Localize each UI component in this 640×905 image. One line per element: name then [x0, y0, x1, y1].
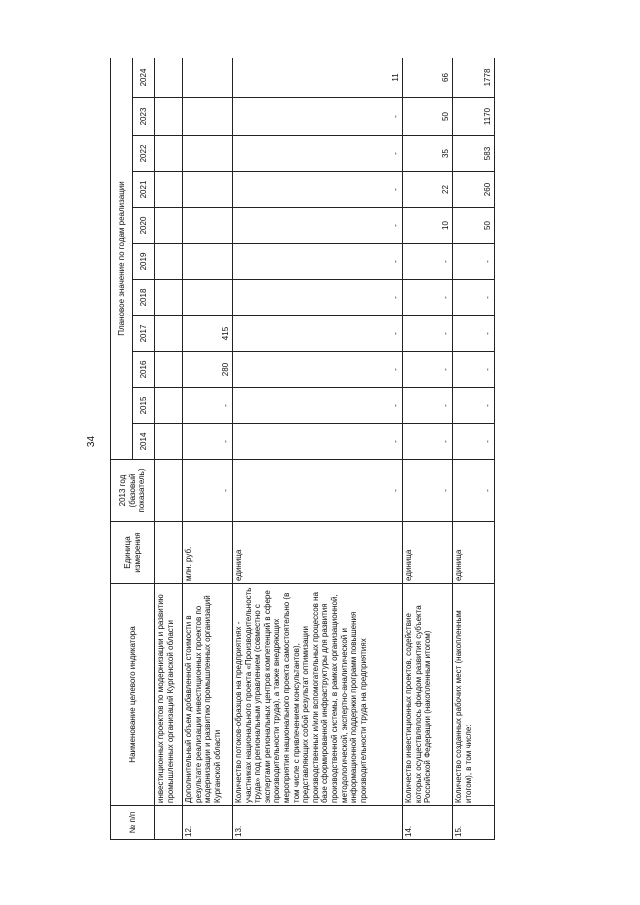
header-year: 2024: [133, 58, 155, 98]
table-row: [155, 58, 183, 840]
base-value: -: [453, 460, 495, 522]
indicator-name: инвестиционных проектов по модернизации и развитию промышленных организаций Курганской области: [155, 584, 183, 806]
header-year: 2018: [133, 280, 155, 316]
year-value: [155, 388, 183, 424]
year-value: -: [233, 424, 403, 460]
year-value: -: [453, 424, 495, 460]
header-year: 2014: [133, 424, 155, 460]
indicator-name: Количество потоков-образцов на предприятиях - участниках национального проекта «Производительность труда» под региональным управлением (совместно с экспертами региональных центров компетенций в сфере производительности труда), а также внедряющих мероприятия национального проекта самостоятельно (в том числе с привлечением консультантов), представляющих собой результат оптимизации производственных и/или вспомогательных процессов на базе сформированной инфраструктуры для развития производственной системы, в рамках организационной, методологической, экспертно-аналитической и информационной поддержки программ повышения производительности труда на предприятиях: [233, 584, 403, 806]
year-value: -: [233, 172, 403, 208]
row-number: 15.: [453, 806, 495, 840]
page-number: 34: [86, 435, 98, 448]
row-number: 14.: [403, 806, 453, 840]
indicator-name: Количество инвестиционных проектов, содействие которых осуществлялось фондом развития субъекта Российской Федерации (накопленным итогом): [403, 584, 453, 806]
year-value: -: [403, 352, 453, 388]
year-value: [155, 280, 183, 316]
year-value: [155, 352, 183, 388]
year-value: -: [233, 208, 403, 244]
year-value: [183, 136, 233, 172]
year-value: -: [403, 280, 453, 316]
header-base: 2013 год (базовый показатель): [111, 460, 155, 522]
year-value: 50: [453, 208, 495, 244]
header-year: 2023: [133, 98, 155, 136]
year-value: 11: [233, 58, 403, 98]
year-value: 583: [453, 136, 495, 172]
year-value: -: [233, 388, 403, 424]
table-row: [403, 58, 453, 840]
year-value: 1170: [453, 98, 495, 136]
year-value: 22: [403, 172, 453, 208]
year-value: -: [453, 316, 495, 352]
year-value: -: [233, 244, 403, 280]
year-value: -: [453, 388, 495, 424]
year-value: [183, 208, 233, 244]
table-row: [453, 58, 495, 840]
year-value: [183, 172, 233, 208]
year-value: [183, 98, 233, 136]
year-value: -: [183, 424, 233, 460]
year-value: -: [233, 98, 403, 136]
header-name: Наименование целевого индикатора: [111, 584, 155, 806]
year-value: 1778: [453, 58, 495, 98]
year-value: -: [403, 388, 453, 424]
year-value: 10: [403, 208, 453, 244]
year-value: 35: [403, 136, 453, 172]
base-value: -: [403, 460, 453, 522]
header-year: 2017: [133, 316, 155, 352]
base-value: [155, 460, 183, 522]
unit-cell: [155, 522, 183, 584]
year-value: 260: [453, 172, 495, 208]
indicator-name: Дополнительный объем добавленной стоимости в результате реализации инвестиционных проектов по модернизации и развитию промышленных организаций Курганской области: [183, 584, 233, 806]
row-number: 12.: [183, 806, 233, 840]
year-value: [155, 58, 183, 98]
year-value: -: [403, 316, 453, 352]
indicator-table-wrapper: [110, 58, 535, 840]
year-value: 415: [183, 316, 233, 352]
header-year: 2015: [133, 388, 155, 424]
year-value: [155, 244, 183, 280]
table-row: [183, 58, 233, 840]
year-value: -: [403, 424, 453, 460]
year-value: 280: [183, 352, 233, 388]
header-num: № п/п: [111, 806, 155, 840]
year-value: -: [233, 136, 403, 172]
year-value: 50: [403, 98, 453, 136]
header-year: 2016: [133, 352, 155, 388]
header-year: 2020: [133, 208, 155, 244]
year-value: [155, 424, 183, 460]
header-year: 2021: [133, 172, 155, 208]
year-value: -: [453, 352, 495, 388]
base-value: -: [183, 460, 233, 522]
year-value: [183, 244, 233, 280]
row-number: [155, 806, 183, 840]
header-unit: Единица измерения: [111, 522, 155, 584]
base-value: -: [233, 460, 403, 522]
table-row: [233, 58, 403, 840]
year-value: -: [233, 280, 403, 316]
unit-cell: единица: [453, 522, 495, 584]
header-year: 2022: [133, 136, 155, 172]
year-value: -: [183, 388, 233, 424]
year-value: -: [403, 244, 453, 280]
year-value: 66: [403, 58, 453, 98]
unit-cell: единица: [233, 522, 403, 584]
year-value: -: [453, 280, 495, 316]
header-year: 2019: [133, 244, 155, 280]
header-plan: Плановое значение по годам реализации: [111, 58, 133, 460]
year-value: -: [233, 316, 403, 352]
indicator-table: [110, 58, 495, 840]
indicator-name: Количество созданных рабочих мест (накопленным итогом), в том числе:: [453, 584, 495, 806]
year-value: -: [453, 244, 495, 280]
year-value: [183, 58, 233, 98]
unit-cell: млн. руб.: [183, 522, 233, 584]
unit-cell: единица: [403, 522, 453, 584]
year-value: [155, 208, 183, 244]
year-value: [155, 98, 183, 136]
year-value: [183, 280, 233, 316]
year-value: [155, 316, 183, 352]
year-value: [155, 136, 183, 172]
year-value: -: [233, 352, 403, 388]
year-value: [155, 172, 183, 208]
row-number: 13.: [233, 806, 403, 840]
